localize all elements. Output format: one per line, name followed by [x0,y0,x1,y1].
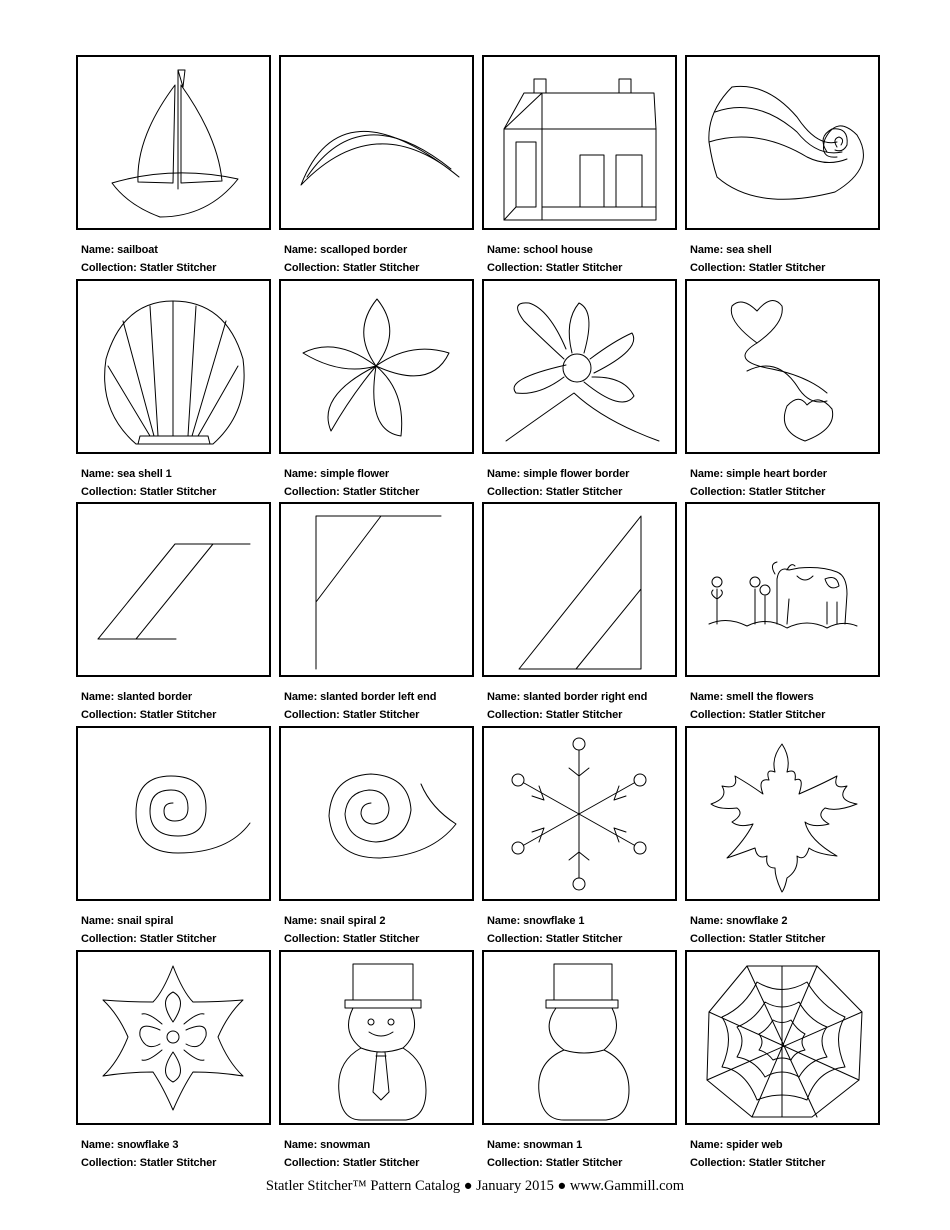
pattern-name: snowman 1 [523,1139,583,1151]
pattern-collection: Statler Stitcher [545,486,623,498]
pattern-collection: Statler Stitcher [342,486,420,498]
pattern-name: simple flower border [523,468,630,480]
page-footer: Statler Stitcher™ Pattern Catalog ● January 2015 ● www.Gammill.com [265,1178,685,1194]
pattern-name: sailboat [117,244,158,256]
pattern-collection: Statler Stitcher [342,709,420,721]
pattern-thumbnail [279,55,474,230]
pattern-name: simple heart border [726,468,827,480]
pattern-name: sea shell [726,244,772,256]
pattern-thumbnail [482,279,677,454]
pattern-thumbnail [76,950,271,1125]
pattern-label: Name: snowflake 2 Collection: Statler Stitcher [690,915,826,945]
pattern-name: slanted border right end [523,691,648,703]
pattern-collection: Statler Stitcher [139,709,217,721]
pattern-collection: Statler Stitcher [748,933,826,945]
pattern-name: school house [523,244,593,256]
pattern-name: slanted border [117,691,193,703]
pattern-name: spider web [726,1139,783,1151]
pattern-label: Name: sailboat Collection: Statler Stitcher [81,244,217,274]
pattern-label: Name: simple flower Collection: Statler Stitcher [284,468,420,498]
pattern-name: smell the flowers [726,691,814,703]
pattern-collection: Statler Stitcher [139,262,217,274]
pattern-name: snowflake 2 [726,915,788,927]
pattern-thumbnail [279,279,474,454]
pattern-name: snowman [320,1139,371,1151]
pattern-thumbnail [482,55,677,230]
pattern-collection: Statler Stitcher [139,486,217,498]
pattern-name: snail spiral [117,915,174,927]
pattern-label: Name: slanted border right end Collection: Statler Stitcher [487,691,648,721]
pattern-thumbnail [76,279,271,454]
pattern-thumbnail [685,726,880,901]
pattern-name: slanted border left end [320,691,437,703]
pattern-label: Name: smell the flowers Collection: Statler Stitcher [690,691,826,721]
pattern-collection: Statler Stitcher [342,933,420,945]
pattern-label: Name: slanted border left end Collection: Statler Stitcher [284,691,437,721]
pattern-label: Name: scalloped border Collection: Statler Stitcher [284,244,420,274]
pattern-label: Name: sea shell 1 Collection: Statler Stitcher [81,468,217,498]
pattern-label: Name: slanted border Collection: Statler Stitcher [81,691,217,721]
pattern-collection: Statler Stitcher [748,262,826,274]
pattern-thumbnail [279,726,474,901]
pattern-collection: Statler Stitcher [748,486,826,498]
pattern-collection: Statler Stitcher [139,933,217,945]
pattern-thumbnail [685,279,880,454]
pattern-collection: Statler Stitcher [342,1157,420,1169]
pattern-thumbnail [482,726,677,901]
pattern-label: Name: sea shell Collection: Statler Stitcher [690,244,826,274]
pattern-label: Name: school house Collection: Statler Stitcher [487,244,623,274]
pattern-label: Name: simple heart border Collection: Statler Stitcher [690,468,827,498]
pattern-thumbnail [685,55,880,230]
pattern-name: scalloped border [320,244,408,256]
pattern-label: Name: snowman Collection: Statler Stitcher [284,1139,420,1169]
pattern-thumbnail [482,950,677,1125]
pattern-thumbnail [685,502,880,677]
pattern-thumbnail [279,950,474,1125]
pattern-collection: Statler Stitcher [545,709,623,721]
pattern-label: Name: snail spiral Collection: Statler Stitcher [81,915,217,945]
pattern-thumbnail [482,502,677,677]
pattern-collection: Statler Stitcher [545,1157,623,1169]
pattern-label: Name: simple flower border Collection: Statler Stitcher [487,468,630,498]
pattern-thumbnail [76,726,271,901]
pattern-collection: Statler Stitcher [342,262,420,274]
pattern-label: Name: snowflake 3 Collection: Statler Stitcher [81,1139,217,1169]
pattern-label: Name: snowflake 1 Collection: Statler Stitcher [487,915,623,945]
pattern-name: snowflake 3 [117,1139,179,1151]
pattern-thumbnail [76,502,271,677]
pattern-name: snail spiral 2 [320,915,386,927]
pattern-collection: Statler Stitcher [748,709,826,721]
pattern-thumbnail [279,502,474,677]
pattern-label: Name: snail spiral 2 Collection: Statler Stitcher [284,915,420,945]
pattern-name: snowflake 1 [523,915,585,927]
pattern-thumbnail [685,950,880,1125]
pattern-label: Name: snowman 1 Collection: Statler Stitcher [487,1139,623,1169]
pattern-collection: Statler Stitcher [139,1157,217,1169]
pattern-collection: Statler Stitcher [545,933,623,945]
pattern-name: sea shell 1 [117,468,172,480]
pattern-collection: Statler Stitcher [545,262,623,274]
sailboat-drawing [78,57,269,228]
pattern-label: Name: spider web Collection: Statler Stitcher [690,1139,826,1169]
pattern-thumbnail [76,55,271,230]
pattern-collection: Statler Stitcher [748,1157,826,1169]
pattern-name: simple flower [320,468,390,480]
